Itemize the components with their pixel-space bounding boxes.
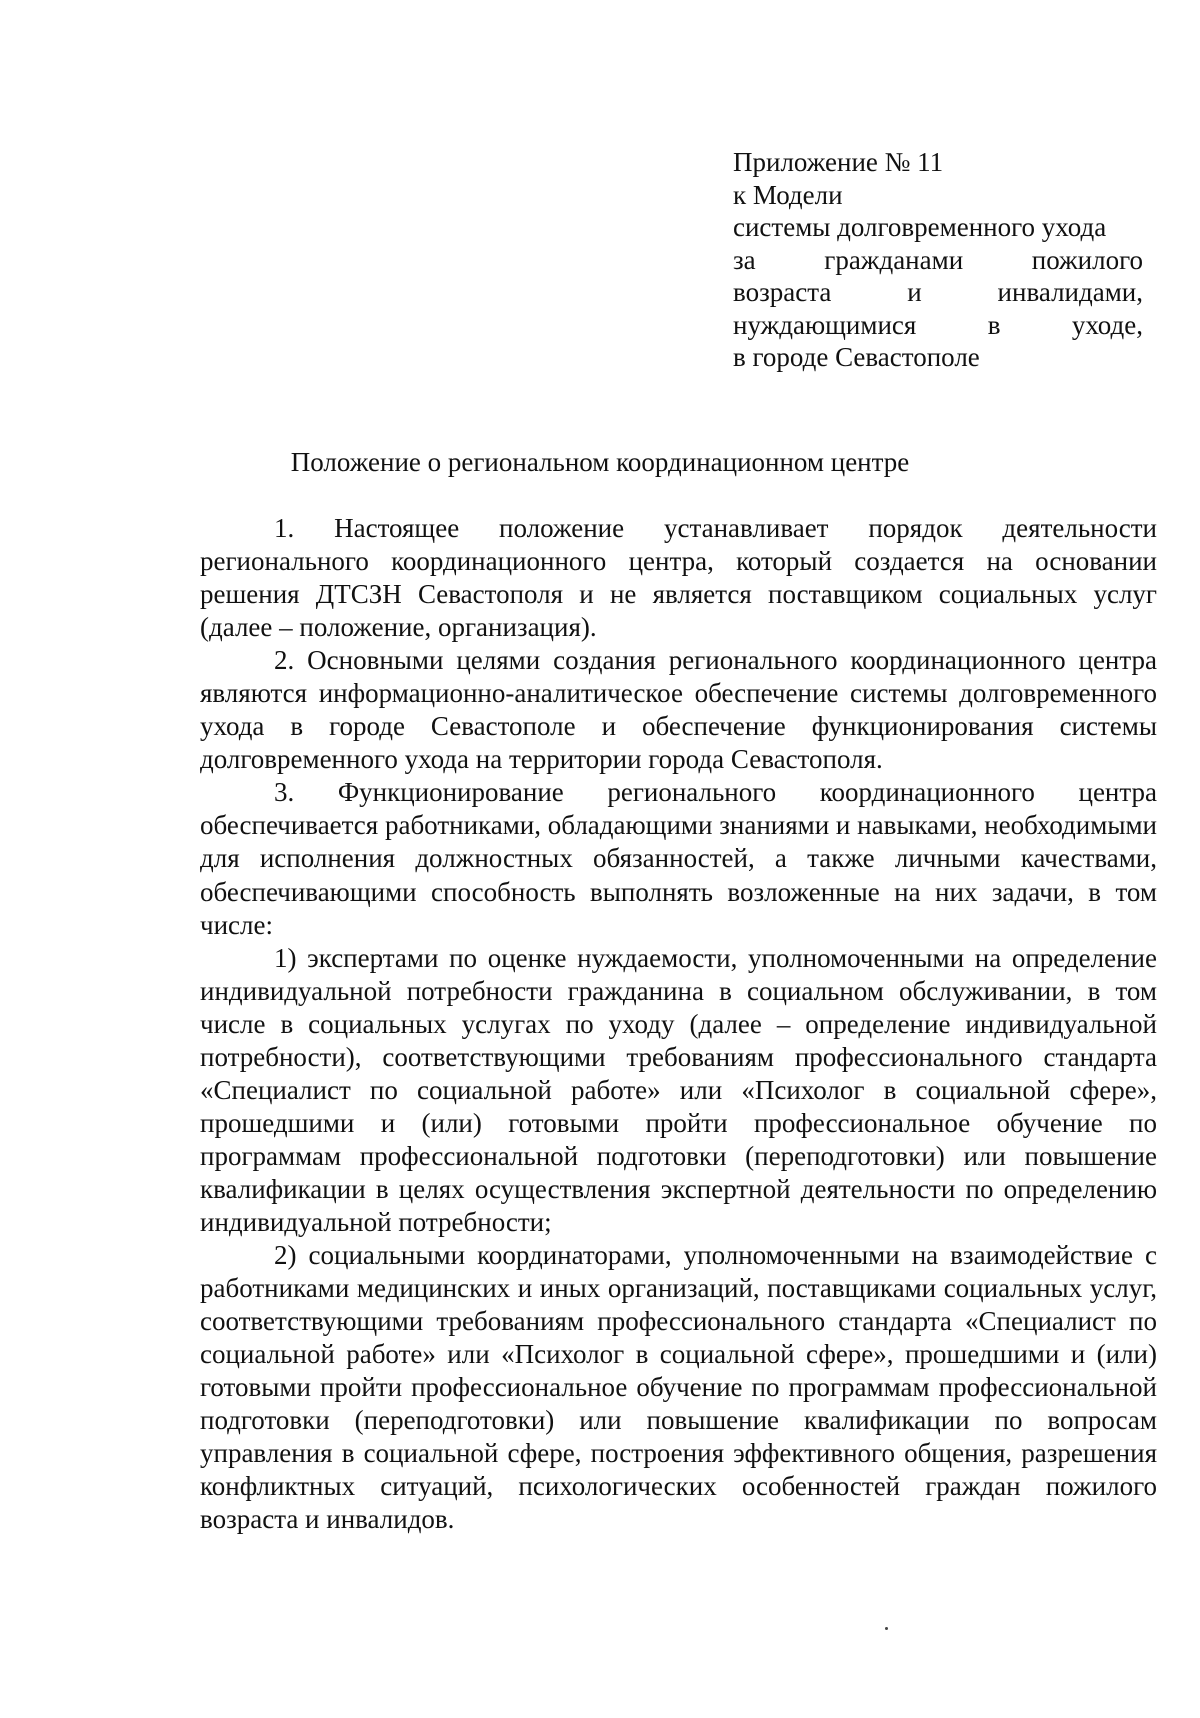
- annex-line-number: Приложение № 11: [733, 147, 944, 177]
- paragraph-3-item-2: 2) социальными координаторами, уполномоченными на взаимодействие с работниками медицинских и иных организаций, поставщиками социальных услуг, соответствующими требованиям профессионального стандарта «Специалист по социальной работе» или «Психолог в социальной сфере», прошедшими и (или) готовыми пройти профессиональное обучение по программам профессиональной подготовки (переподготовки) или повышение квалификации по вопросам управления в социальной сфере, построения эффективного общения, разрешения конфликтных ситуаций, психологических особенностей граждан пожилого возраста и инвалидов.: [200, 1240, 1157, 1535]
- paragraph-2: 2. Основными целями создания регионального координационного центра являются информационно-аналитическое обеспечение системы долговременного ухода в городе Севастополе и обеспечение функционирования системы долговременного ухода на территории города Севастополя.: [200, 645, 1157, 775]
- annex-line-care: нуждающимися в уходе,: [733, 309, 1143, 340]
- annex-line-city: в городе Севастополе: [733, 342, 980, 372]
- paragraph-3: 3. Функционирование регионального координационного центра обеспечивается работниками, обладающими знаниями и навыками, необходимыми для исполнения должностных обязанностей, а также личными качествами, обеспечивающими способность выполнять возложенные на них задачи, в том числе:: [200, 777, 1157, 940]
- annex-line-model: к Модели: [733, 179, 843, 210]
- paragraph-3-item-1: 1) экспертами по оценке нуждаемости, уполномоченными на определение индивидуальной потребности гражданина в социальном обслуживании, в том числе в социальных услугах по уходу (далее – определение индивидуальной потребности), соответствующими требованиям профессионального стандарта «Специалист по социальной работе» или «Психолог в социальной сфере», прошедшими и (или) готовыми пройти профессиональное обучение по программам профессиональной подготовки (переподготовки) или повышение квалификации в целях осуществления экспертной деятельности по определению индивидуальной потребности;: [200, 942, 1157, 1237]
- annex-line-citizens: за гражданами пожилого: [733, 244, 1143, 275]
- paragraph-1: 1. Настоящее положение устанавливает порядок деятельности регионального координационного центра, который создается на основании решения ДТСЗН Севастополя и не является поставщиком социальных услуг (далее – положение, организация).: [200, 513, 1157, 643]
- document-title: Положение о региональном координационном центре: [290, 447, 910, 477]
- scan-speck: [885, 1627, 888, 1630]
- annex-line-age: возраста и инвалидами,: [733, 277, 1143, 307]
- annex-line-system: системы долговременного ухода: [733, 212, 1107, 242]
- annex-header: [733, 146, 1143, 374]
- document-body: [200, 512, 1157, 1536]
